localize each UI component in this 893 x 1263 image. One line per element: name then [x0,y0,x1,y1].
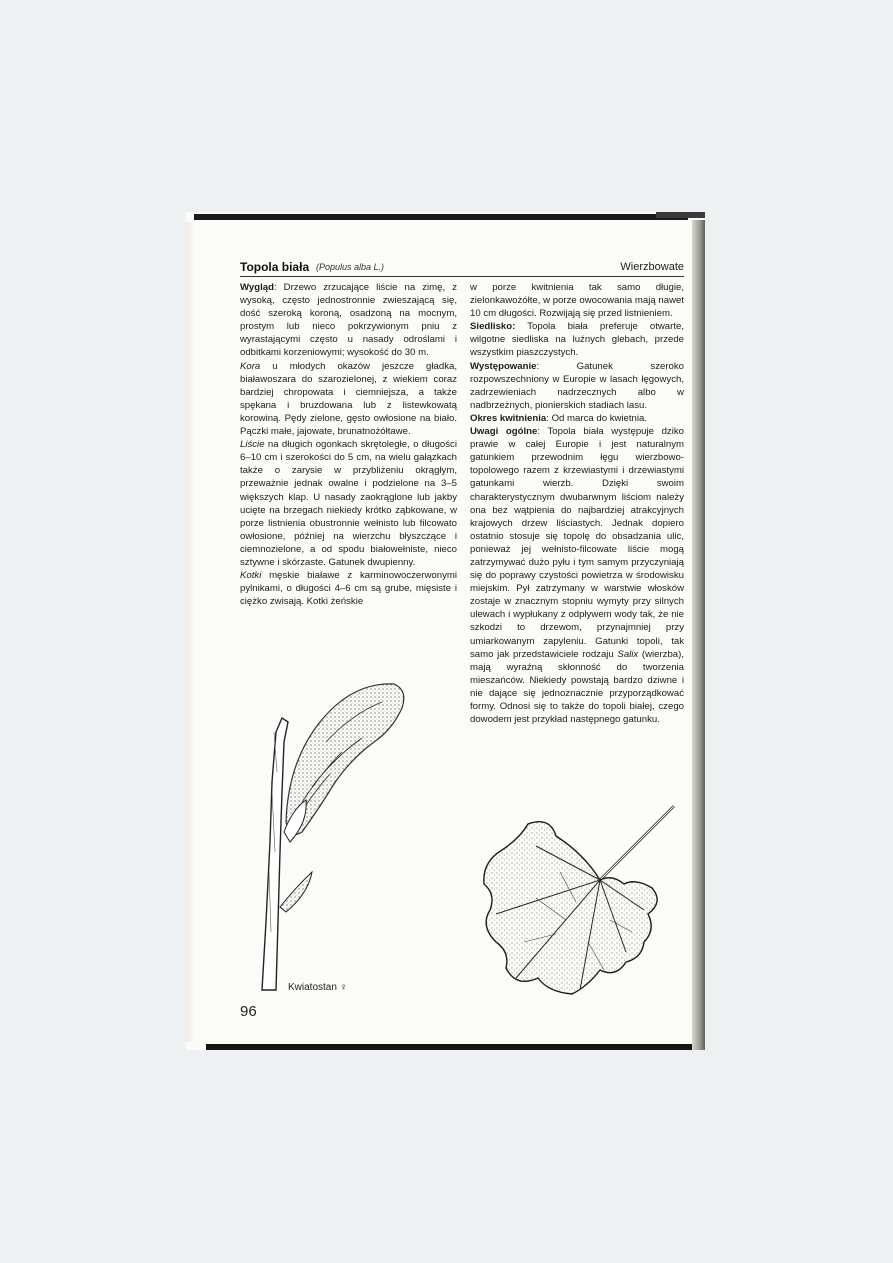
scan-bottom-edge [206,1044,692,1050]
scan-top-edge [194,214,688,220]
paragraph-appearance: Wygląd: Drzewo zrzucające liście na zimę, z wysoką, często jednostronnie zwieszającą się, dość szeroką koroną, osadzoną na mocnym, prostym lub nieco pokrzywionym pniu z wyrastającymi często u nasady odroślami i odbitkami korzeniowymi; wysokość do 30 m. [240,282,457,359]
latin-name: (Populus alba L.) [316,262,385,272]
paragraph-occurrence: Występowanie: Gatunek szeroko rozpowszechniony w Europie w lasach łęgowych, zadrzewieniach nadrzecznych albo w nadbrzeżnych, pionierskich stadiach lasu. [470,360,684,411]
scanned-page [186,212,705,1050]
page-number: 96 [240,1003,257,1020]
paragraph-catkins: Kotki męskie białawe z karminowoczerwonymi pylnikami, o długości 4–6 cm są grube, mięsiste i ciężko zwisają. Kotki żeńskie [240,570,457,608]
page-header [240,258,684,277]
scan-left-shadow [186,222,196,1042]
catkin-illustration [242,672,412,992]
scan-top-edge-right [656,212,705,218]
paragraph-remarks: Uwagi ogólne: Topola biała występuje dziko prawie w całej Europie i jest naturalnym gatunkiem przewodnim łęgu wierzbowo-topolowego razem z krzewiastymi i drzewiastymi gatunkami wierzb. Dzięki swoim charakterystycznym dwubarwnym liściom należy ona bez wątpienia do najbardziej atrakcyjnych krajowych drzew liściastych. Jednak dopiero ostatnio stosuje się topolę do obsadzania ulic, ponieważ jej wełnisto-filcowate liście mogą zatrzymywać dużo pyłu i tym samym przyczyniają się do poprawy czystości powietrza w środowisku miejskim. Pył zatrzymany w warstwie włosków zostaje w znacznym stopniu wymyty przy silnych ulewach i wypłukany z odpływem wody tak, że nie szkodzi to drzewom, przynajmniej przy umiarkowanym zapyleniu. Gatunki topoli, tak samo jak przedstawiciele rodzaju Salix (wierzba), mają wyraźną skłonność do tworzenia mieszańców. Niekiedy powstają bardzo dziwne i nie dające się jednoznacznie przyporządkować formy. Odnosi się to także do topoli białej, czego dowodem jest przykład następnego gatunku. [470,426,684,726]
left-column [240,281,457,608]
leaf-illustration [476,802,691,1002]
paragraph-catkins-cont: w porze kwitnienia tak samo długie, zielonkawożółte, w porze owocowania mają nawet 10 cm długości. Rozwijają się przed listnieniem. [470,282,684,320]
scan-right-edge [692,220,705,1050]
paragraph-bark: Kora u młodych okazów jeszcze gładka, białawoszara do szarozielonej, z wiekiem coraz bardziej chropowata i ciemniejsza, a także spękana i bruzdowana lub z listewkowatą korowiną. Pędy zielone, gęsto owłosione na biało. Pączki małe, jajowate, brunatnożółtawe. [240,360,457,438]
paragraph-flowering: Okres kwitnienia: Od marca do kwietnia. [470,412,648,424]
paragraph-habitat: Siedlisko: Topola biała preferuje otwarte, wilgotne siedliska na luźnych glebach, przede wszystkim piaszczystych. [470,321,684,359]
page-title: Topola biała [240,260,310,274]
right-column [470,281,684,726]
paragraph-leaves: Liście na długich ogonkach skrętoległe, o długości 6–10 cm i szerokości do 5 cm, na wielu gałązkach także o zarysie w przybliżeniu okrągłym, przeważnie jednak owalne i podzielone na 3–5 większych klap. U nasady zaokrąglone lub jakby ucięte na brzegach niekiedy krótko ząbkowane, w porze listnienia obustronnie wełnisto lub filcowato owłosione, później na wierzchu błyszczące i ciemnozielone, a od spodu białowełniste, nieco sztywne i skórzaste. Gatunek dwupienny. [240,439,457,568]
figure-caption: Kwiatostan ♀ [288,982,348,993]
family-name: Wierzbowate [620,261,684,273]
